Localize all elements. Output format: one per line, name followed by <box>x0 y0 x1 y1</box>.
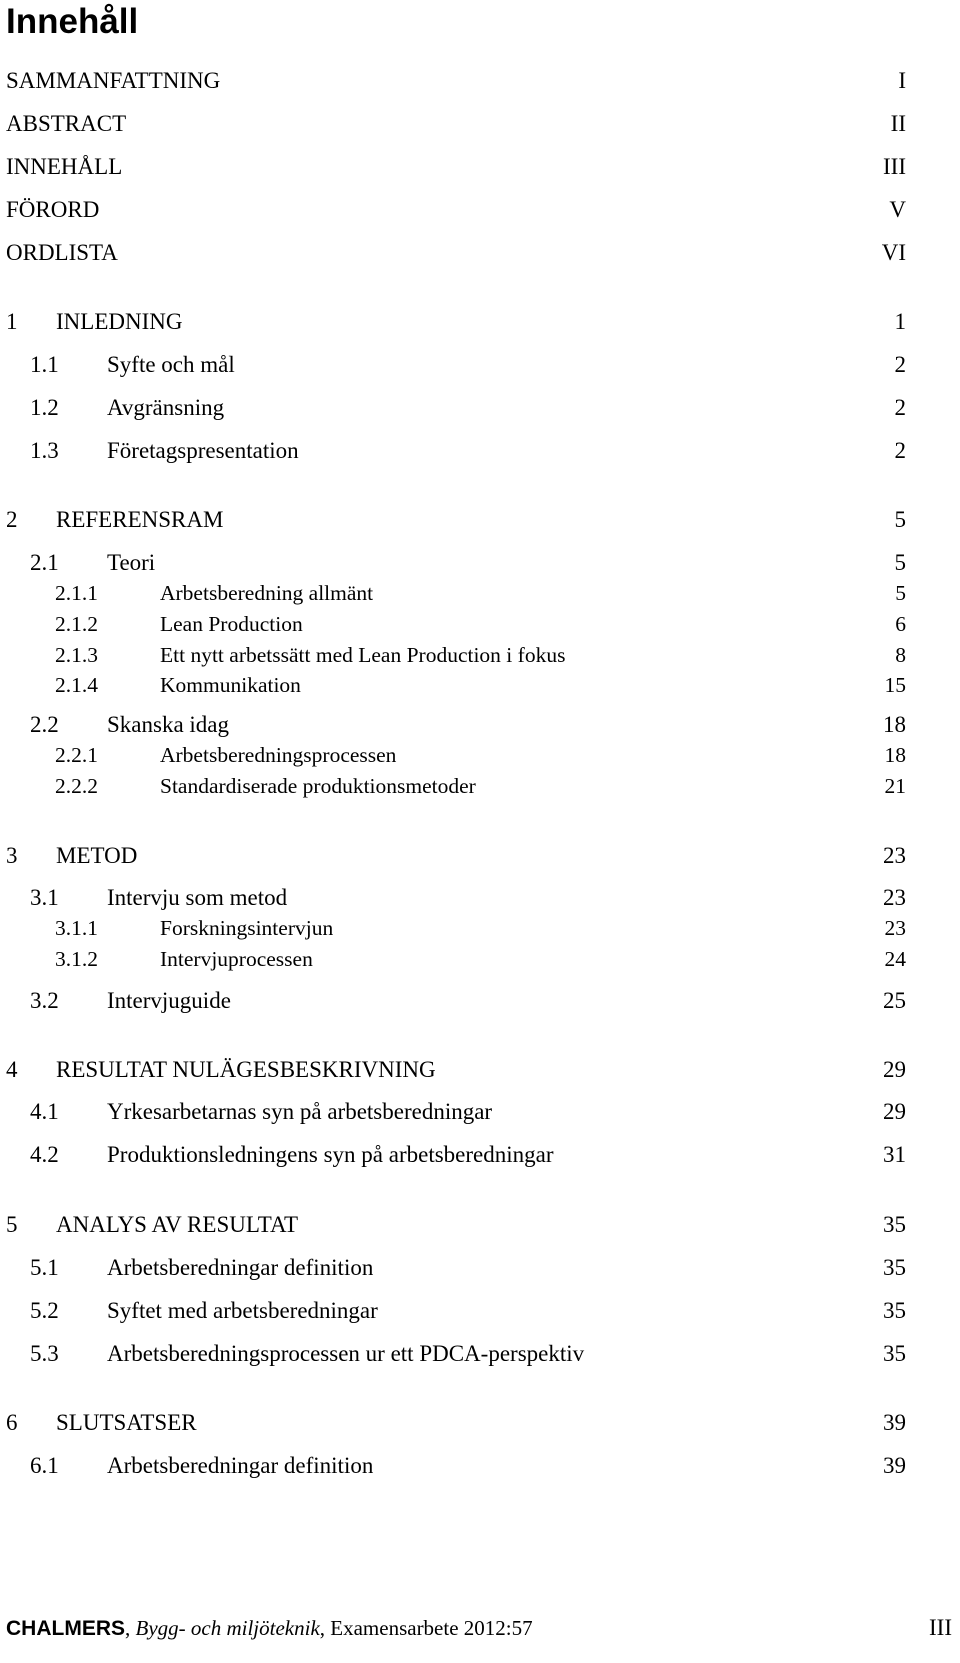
toc-number: 2.1.3 <box>55 643 98 667</box>
toc-page: 2 <box>894 395 906 420</box>
toc-entry-section[interactable] <box>30 1097 906 1127</box>
toc-page: 5 <box>894 550 906 575</box>
toc-entry-subsection[interactable] <box>55 771 906 801</box>
toc-page: 23 <box>884 916 906 940</box>
toc-entry-section[interactable] <box>30 436 906 466</box>
page-footer <box>6 1612 952 1644</box>
footer-department: Bygg- och miljöteknik <box>135 1616 320 1640</box>
toc-page: 8 <box>895 643 906 667</box>
toc-number: 5.3 <box>30 1341 59 1366</box>
footer-page-number: III <box>929 1615 952 1640</box>
toc-entry-subsection[interactable] <box>55 578 906 608</box>
toc-entry-section[interactable] <box>30 1451 906 1481</box>
toc-page: 35 <box>883 1341 906 1366</box>
toc-page: 29 <box>883 1099 906 1124</box>
toc-page: 18 <box>883 712 906 737</box>
toc-entry-chapter[interactable] <box>6 1408 906 1438</box>
toc-label: Skanska idag <box>107 712 230 737</box>
toc-page: 21 <box>884 774 906 798</box>
toc-entry[interactable] <box>6 152 906 182</box>
footer-suffix: , Examensarbete 2012:57 <box>319 1616 533 1640</box>
toc-page: 1 <box>894 309 906 334</box>
toc-entry-chapter[interactable] <box>6 1210 906 1240</box>
toc-page: 25 <box>883 988 906 1013</box>
toc-page: 23 <box>883 843 906 868</box>
toc-entry-subsection[interactable] <box>55 913 906 943</box>
toc-label: Lean Production <box>160 612 303 636</box>
toc-label: RESULTAT NULÄGESBESKRIVNING <box>56 1057 436 1082</box>
toc-number: 3 <box>6 843 18 868</box>
toc-label: Arbetsberedningsprocessen ur ett PDCA-perspektiv <box>107 1341 585 1366</box>
toc-page: 18 <box>884 743 906 767</box>
toc-entry[interactable] <box>6 195 906 225</box>
toc-label: SAMMANFATTNING <box>6 68 221 93</box>
toc-entry-section[interactable] <box>30 548 906 578</box>
toc-page: 29 <box>883 1057 906 1082</box>
toc-number: 3.1 <box>30 885 59 910</box>
toc-page: III <box>883 154 906 179</box>
toc-entry-subsection[interactable] <box>55 944 906 974</box>
toc-page: 35 <box>883 1298 906 1323</box>
toc-label: Intervju som metod <box>107 885 288 910</box>
toc-entry-section[interactable] <box>30 393 906 423</box>
toc-number: 4 <box>6 1057 18 1082</box>
toc-entry-subsection[interactable] <box>55 640 906 670</box>
toc-entry-section[interactable] <box>30 710 906 740</box>
toc-number: 2 <box>6 507 18 532</box>
toc-number: 5 <box>6 1212 18 1237</box>
toc-entry-section[interactable] <box>30 986 906 1016</box>
toc-page: 35 <box>883 1212 906 1237</box>
toc-label: Arbetsberedningsprocessen <box>160 743 397 767</box>
toc-label: Arbetsberedningar definition <box>107 1453 374 1478</box>
toc-number: 4.1 <box>30 1099 59 1124</box>
toc-number: 2.2 <box>30 712 59 737</box>
toc-label: Arbetsberedningar definition <box>107 1255 374 1280</box>
toc-label: Intervjuguide <box>107 988 231 1013</box>
toc-page: II <box>890 111 906 136</box>
toc-number: 6.1 <box>30 1453 59 1478</box>
toc-entry-section[interactable] <box>30 1339 906 1369</box>
toc-page: V <box>889 197 906 222</box>
toc-entry-chapter[interactable] <box>6 505 906 535</box>
toc-entry-subsection[interactable] <box>55 609 906 639</box>
toc-number: 1.3 <box>30 438 59 463</box>
toc-number: 6 <box>6 1410 18 1435</box>
toc-number: 5.2 <box>30 1298 59 1323</box>
toc-label: Yrkesarbetarnas syn på arbetsberedningar <box>107 1099 493 1124</box>
toc-number: 2.1.4 <box>55 673 98 697</box>
toc-page: 15 <box>884 673 906 697</box>
toc-entry-subsection[interactable] <box>55 740 906 770</box>
toc-label: METOD <box>56 843 138 868</box>
toc-number: 5.1 <box>30 1255 59 1280</box>
toc-entry-chapter[interactable] <box>6 1055 906 1085</box>
toc-number: 1 <box>6 309 18 334</box>
toc-entry-chapter[interactable] <box>6 841 906 871</box>
toc-label: Syfte och mål <box>107 352 235 377</box>
toc-number: 3.1.2 <box>55 947 98 971</box>
toc-label: ANALYS AV RESULTAT <box>56 1212 299 1237</box>
toc-page: 5 <box>895 581 906 605</box>
toc-label: Standardiserade produktionsmetoder <box>160 774 476 798</box>
toc-number: 2.1.1 <box>55 581 98 605</box>
toc-entry[interactable] <box>6 66 906 96</box>
toc-number: 1.1 <box>30 352 59 377</box>
toc-page: 39 <box>883 1410 906 1435</box>
toc-entry-subsection[interactable] <box>55 670 906 700</box>
toc-number: 2.1.2 <box>55 612 98 636</box>
toc-page: 5 <box>894 507 906 532</box>
toc-label: Teori <box>107 550 156 575</box>
toc-page: VI <box>881 240 906 265</box>
toc-label: Arbetsberedning allmänt <box>160 581 374 605</box>
toc-label: FÖRORD <box>6 197 100 222</box>
toc-page: 2 <box>894 438 906 463</box>
footer-brand: CHALMERS <box>6 1617 125 1640</box>
toc-entry[interactable] <box>6 238 906 268</box>
toc-number: 1.2 <box>30 395 59 420</box>
toc-page: 6 <box>895 612 906 636</box>
toc-entry-section[interactable] <box>30 883 906 913</box>
toc-entry-section[interactable] <box>30 1140 906 1170</box>
toc-entry-chapter[interactable] <box>6 307 906 337</box>
toc-page: 2 <box>894 352 906 377</box>
page-title: Innehåll <box>6 2 139 41</box>
toc-entry-section[interactable] <box>30 1253 906 1283</box>
toc-label: Produktionsledningens syn på arbetsberedningar <box>107 1142 554 1167</box>
toc-label: ORDLISTA <box>6 240 118 265</box>
toc-entry-section[interactable] <box>30 350 906 380</box>
toc-page: 31 <box>883 1142 906 1167</box>
toc-page: 24 <box>884 947 906 971</box>
toc-label: ABSTRACT <box>6 111 127 136</box>
toc-number: 3.1.1 <box>55 916 98 940</box>
toc-number: 2.2.1 <box>55 743 98 767</box>
toc-number: 4.2 <box>30 1142 59 1167</box>
toc-page: 39 <box>883 1453 906 1478</box>
toc-label: REFERENSRAM <box>56 507 224 532</box>
toc-label: Avgränsning <box>107 395 225 420</box>
toc-label: Forskningsintervjun <box>160 916 334 940</box>
toc-number: 3.2 <box>30 988 59 1013</box>
toc-label: Intervjuprocessen <box>160 947 313 971</box>
toc-label: Syftet med arbetsberedningar <box>107 1298 378 1323</box>
toc-label: INNEHÅLL <box>6 154 123 179</box>
toc-page: 23 <box>883 885 906 910</box>
toc-number: 2.1 <box>30 550 59 575</box>
toc-number: 2.2.2 <box>55 774 98 798</box>
toc-label: SLUTSATSER <box>56 1410 197 1435</box>
toc-page: 35 <box>883 1255 906 1280</box>
toc-label: INLEDNING <box>56 309 183 334</box>
toc-label: Ett nytt arbetssätt med Lean Production i fokus <box>160 643 566 667</box>
toc-entry[interactable] <box>6 109 906 139</box>
toc-label: Företagspresentation <box>107 438 299 463</box>
footer-separator: , <box>125 1616 136 1640</box>
toc-entry-section[interactable] <box>30 1296 906 1326</box>
toc-page: I <box>898 68 906 93</box>
toc-label: Kommunikation <box>160 673 301 697</box>
